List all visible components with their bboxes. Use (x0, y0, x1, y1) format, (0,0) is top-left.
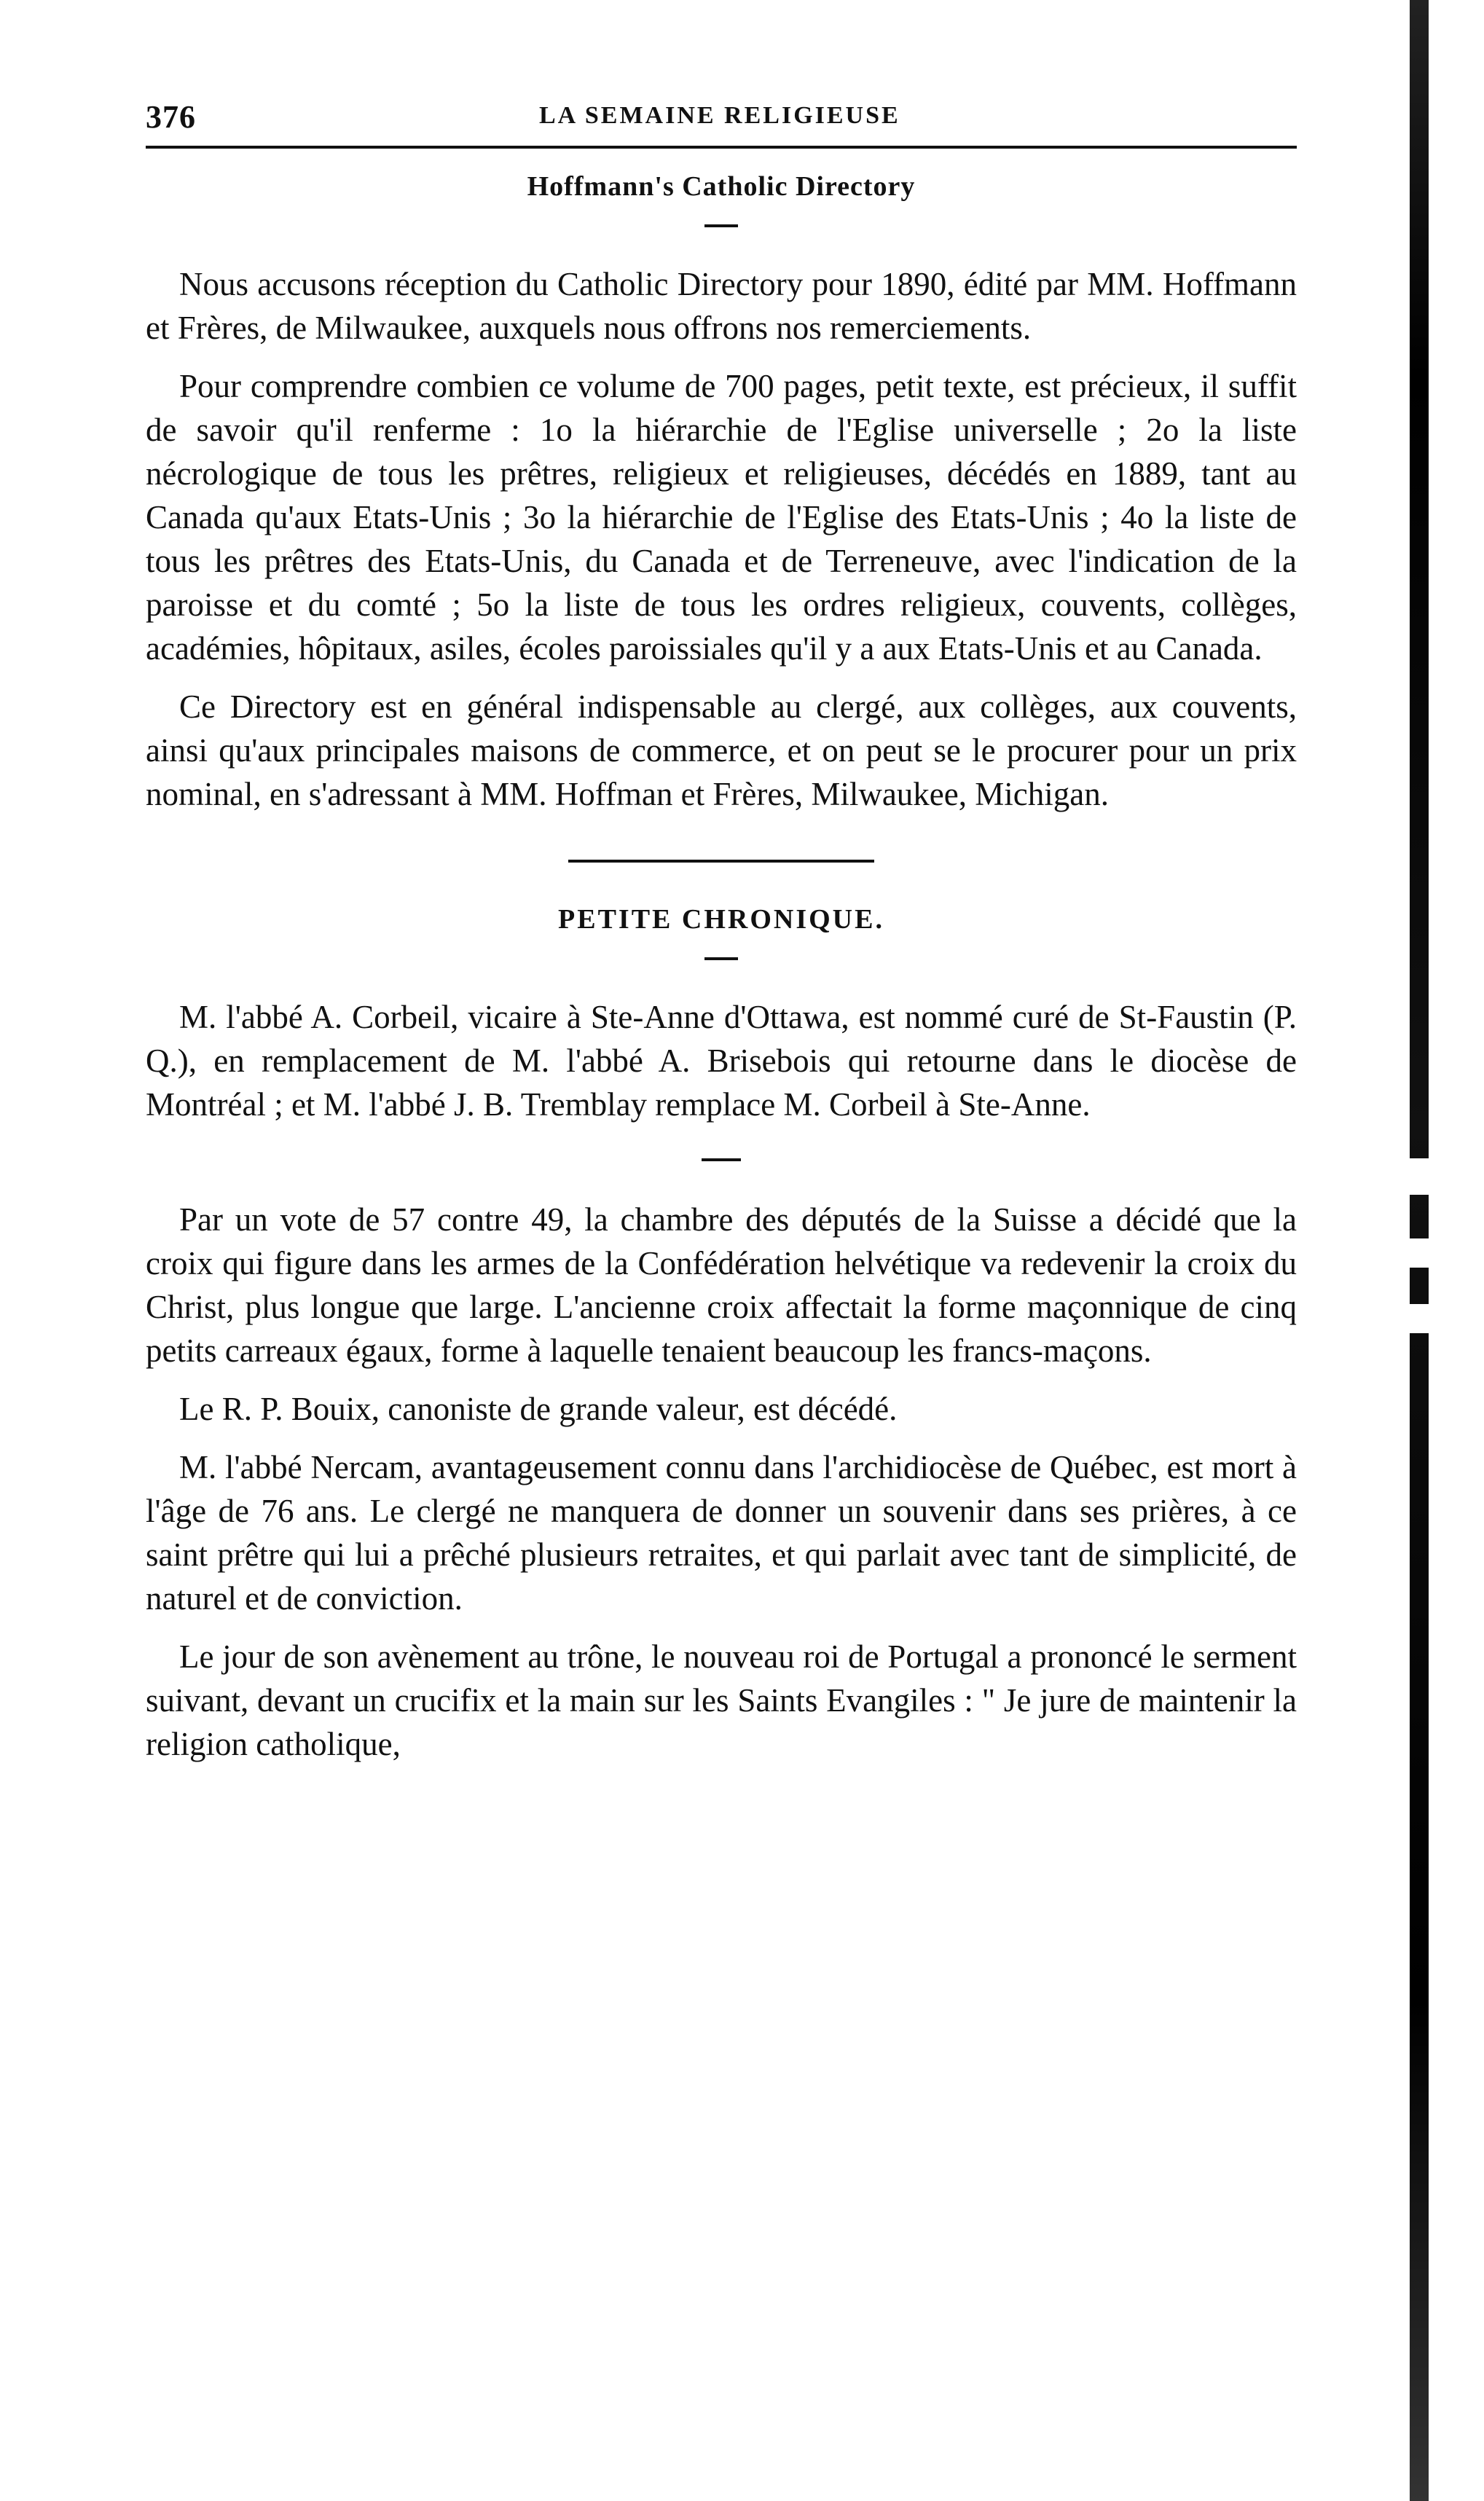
paragraph: Le jour de son avènement au trône, le nouveau roi de Portugal a prononcé le serment suivant, devant un crucifix et la main sur les Saints Evangiles : " Je jure de maintenir la religion catholique, (146, 1638, 1297, 1762)
text-column (146, 80, 1297, 1766)
section-rule (568, 860, 874, 863)
directory-article (146, 262, 1297, 816)
paragraph: Par un vote de 57 contre 49, la chambre des députés de la Suisse a décidé que la croix qui figure dans les armes de la Confédération helvétique va redevenir la croix du Christ, plus longue que large. L'ancienne croix affectait la forme maçonnique de cinq petits carreaux égaux, forme à laquelle tenaient beaucoup les francs-maçons. (146, 1201, 1297, 1369)
running-head (146, 80, 1297, 146)
title-dash (704, 957, 738, 960)
paragraph: M. l'abbé Nercam, avantageusement connu dans l'archidiocèse de Québec, est mort à l'âge de 76 ans. Le clergé ne manquera de donner un souvenir dans ses prières, à ce saint prêtre qui lui a prêché plusieurs retraites, et qui parlait avec tant de simplicité, de naturel et de conviction. (146, 1449, 1297, 1617)
title-dash (704, 224, 738, 227)
running-title: LA SEMAINE RELIGIEUSE (539, 102, 900, 129)
paragraph: M. l'abbé A. Corbeil, vicaire à Ste-Anne d'Ottawa, est nommé curé de St-Faustin (P. Q.), en remplacement de M. l'abbé A. Brisebois qui retourne dans le diocèse de Montréal ; et M. l'abbé J. B. Tremblay remplace M. Corbeil à Ste-Anne. (146, 999, 1297, 1123)
paragraph: Nous accusons réception du Catholic Directory pour 1890, édité par MM. Hoffmann et Frères, de Milwaukee, auxquels nous offrons nos remerciements. (146, 266, 1297, 346)
section-title-directory: Hoffmann's Catholic Directory (527, 171, 916, 202)
binding-edge-gap (1405, 1238, 1434, 1268)
paragraph: Pour comprendre combien ce volume de 700 pages, petit texte, est précieux, il suffit de savoir qu'il renferme : 1o la hiérarchie de l'Eglise universelle ; 2o la liste nécrologique de tous les prêtres, religieux et religieuses, décédés en 1889, tant au Canada qu'aux Etats-Unis ; 3o la hiérarchie de l'Eglise des Etats-Unis ; 4o la liste de tous les prêtres des Etats-Unis, du Canada et de Terreneuve, avec l'indication de la paroisse et du comté ; 5o la liste de tous les ordres religieux, couvents, collèges, académies, hôpitaux, asiles, écoles paroissiales qu'il y a aux Etats-Unis et au Canada. (146, 368, 1297, 667)
section-title-chronique: PETITE CHRONIQUE. (558, 904, 884, 935)
paragraph: Ce Directory est en général indispensable au clergé, aux collèges, aux couvents, ainsi qu'aux principales maisons de commerce, et on peut se le procurer pour un prix nominal, en s'adressant à MM. Hoffman et Frères, Milwaukee, Michigan. (146, 688, 1297, 812)
item-separator (702, 1158, 741, 1161)
header-rule (146, 146, 1297, 149)
page-number: 376 (146, 99, 196, 135)
chronique-article (146, 995, 1297, 1766)
binding-edge-gap (1405, 1158, 1434, 1195)
binding-edge-gap (1405, 1304, 1434, 1333)
paragraph: Le R. P. Bouix, canoniste de grande valeur, est décédé. (179, 1391, 898, 1427)
